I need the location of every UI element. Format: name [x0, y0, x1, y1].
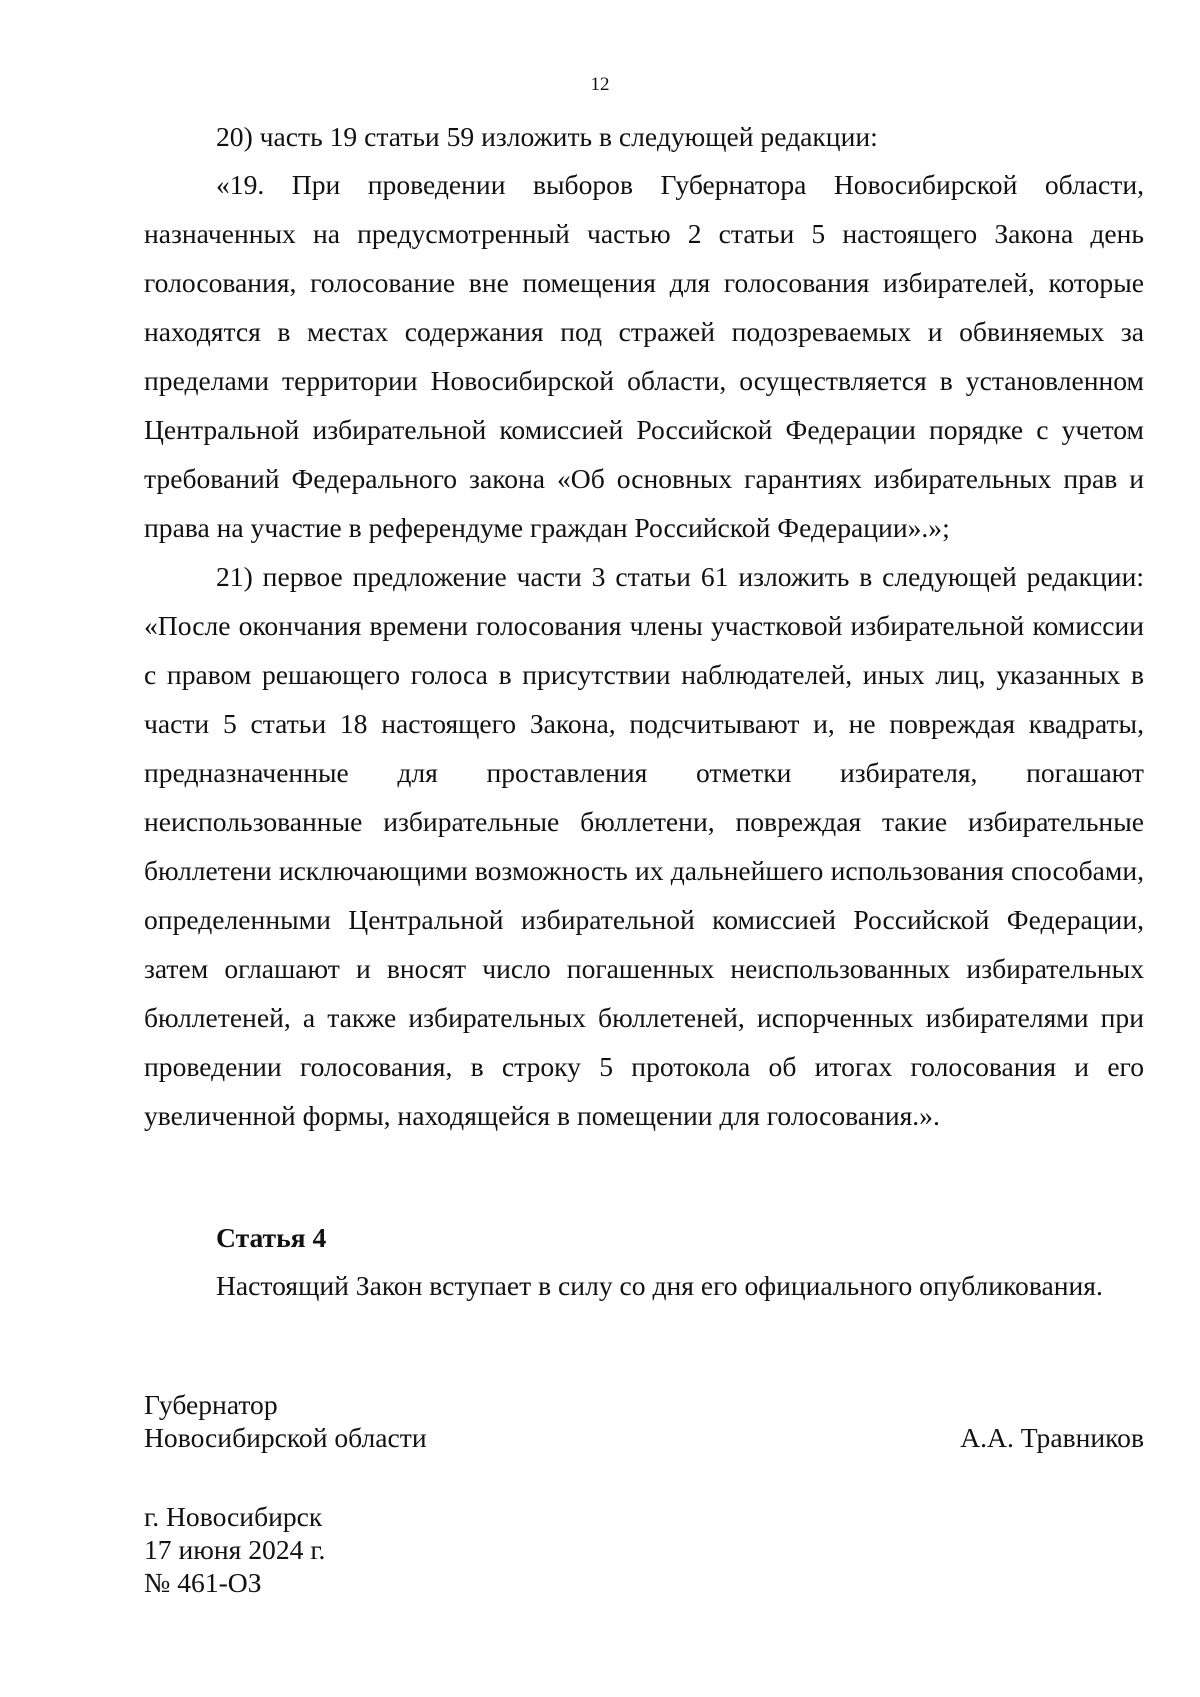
- signatory-title: [144, 1388, 427, 1454]
- signatory-title-line-1: Губернатор: [144, 1389, 278, 1420]
- paragraph-item-21: 21) первое предложение части 3 статьи 61 изложить в следующей редакции: «После окончания времени голосования члены участковой избирательной комиссии с правом решающего голоса в присутствии наблюдателей, иных лиц, указанных в части 5 статьи 18 настоящего Закона, подсчитывают и, не повреждая квадраты, предназначенные для проставления отметки избирателя, погашают неиспользованные избирательные бюллетени, повреждая такие избирательные бюллетени исключающими возможность их дальнейшего использования способами, определенными Центральной избирательной комиссией Российской Федерации, затем оглашают и вносят число погашенных неиспользованных избирательных бюллетеней, а также избирательных бюллетеней, испорченных избирателями при проведении голосования, в строку 5 протокола об итогах голосования и его увеличенной формы, находящейся в помещении для голосования.».: [144, 561, 1144, 1131]
- law-number: № 461-ОЗ: [144, 1567, 262, 1598]
- signatory-title-line-2: Новосибирской области: [144, 1422, 427, 1453]
- signatory-name: А.А. Травников: [960, 1422, 1144, 1453]
- date: 17 июня 2024 г.: [144, 1534, 326, 1565]
- article-4-text: Настоящий Закон вступает в силу со дня его официального опубликования.: [216, 1270, 1103, 1301]
- page-number: 12: [590, 74, 610, 95]
- city: г. Новосибирск: [144, 1501, 323, 1532]
- place-date-block: [144, 1500, 325, 1599]
- article-4-heading: Статья 4: [216, 1222, 327, 1253]
- paragraph-item-20: 20) часть 19 статьи 59 изложить в следующей редакции:: [216, 121, 878, 152]
- paragraph-item-19-text: «19. При проведении выборов Губернатора Новосибирской области, назначенных на предусмотренный частью 2 статьи 5 настоящего Закона день голосования, голосование вне помещения для голосования избирателей, которые находятся в местах содержания под стражей подозреваемых и обвиняемых за пределами территории Новосибирской области, осуществляется в установленном Центральной избирательной комиссией Российской Федерации порядке с учетом требований Федерального закона «Об основных гарантиях избирательных прав и права на участие в референдуме граждан Российской Федерации».»;: [144, 169, 1144, 543]
